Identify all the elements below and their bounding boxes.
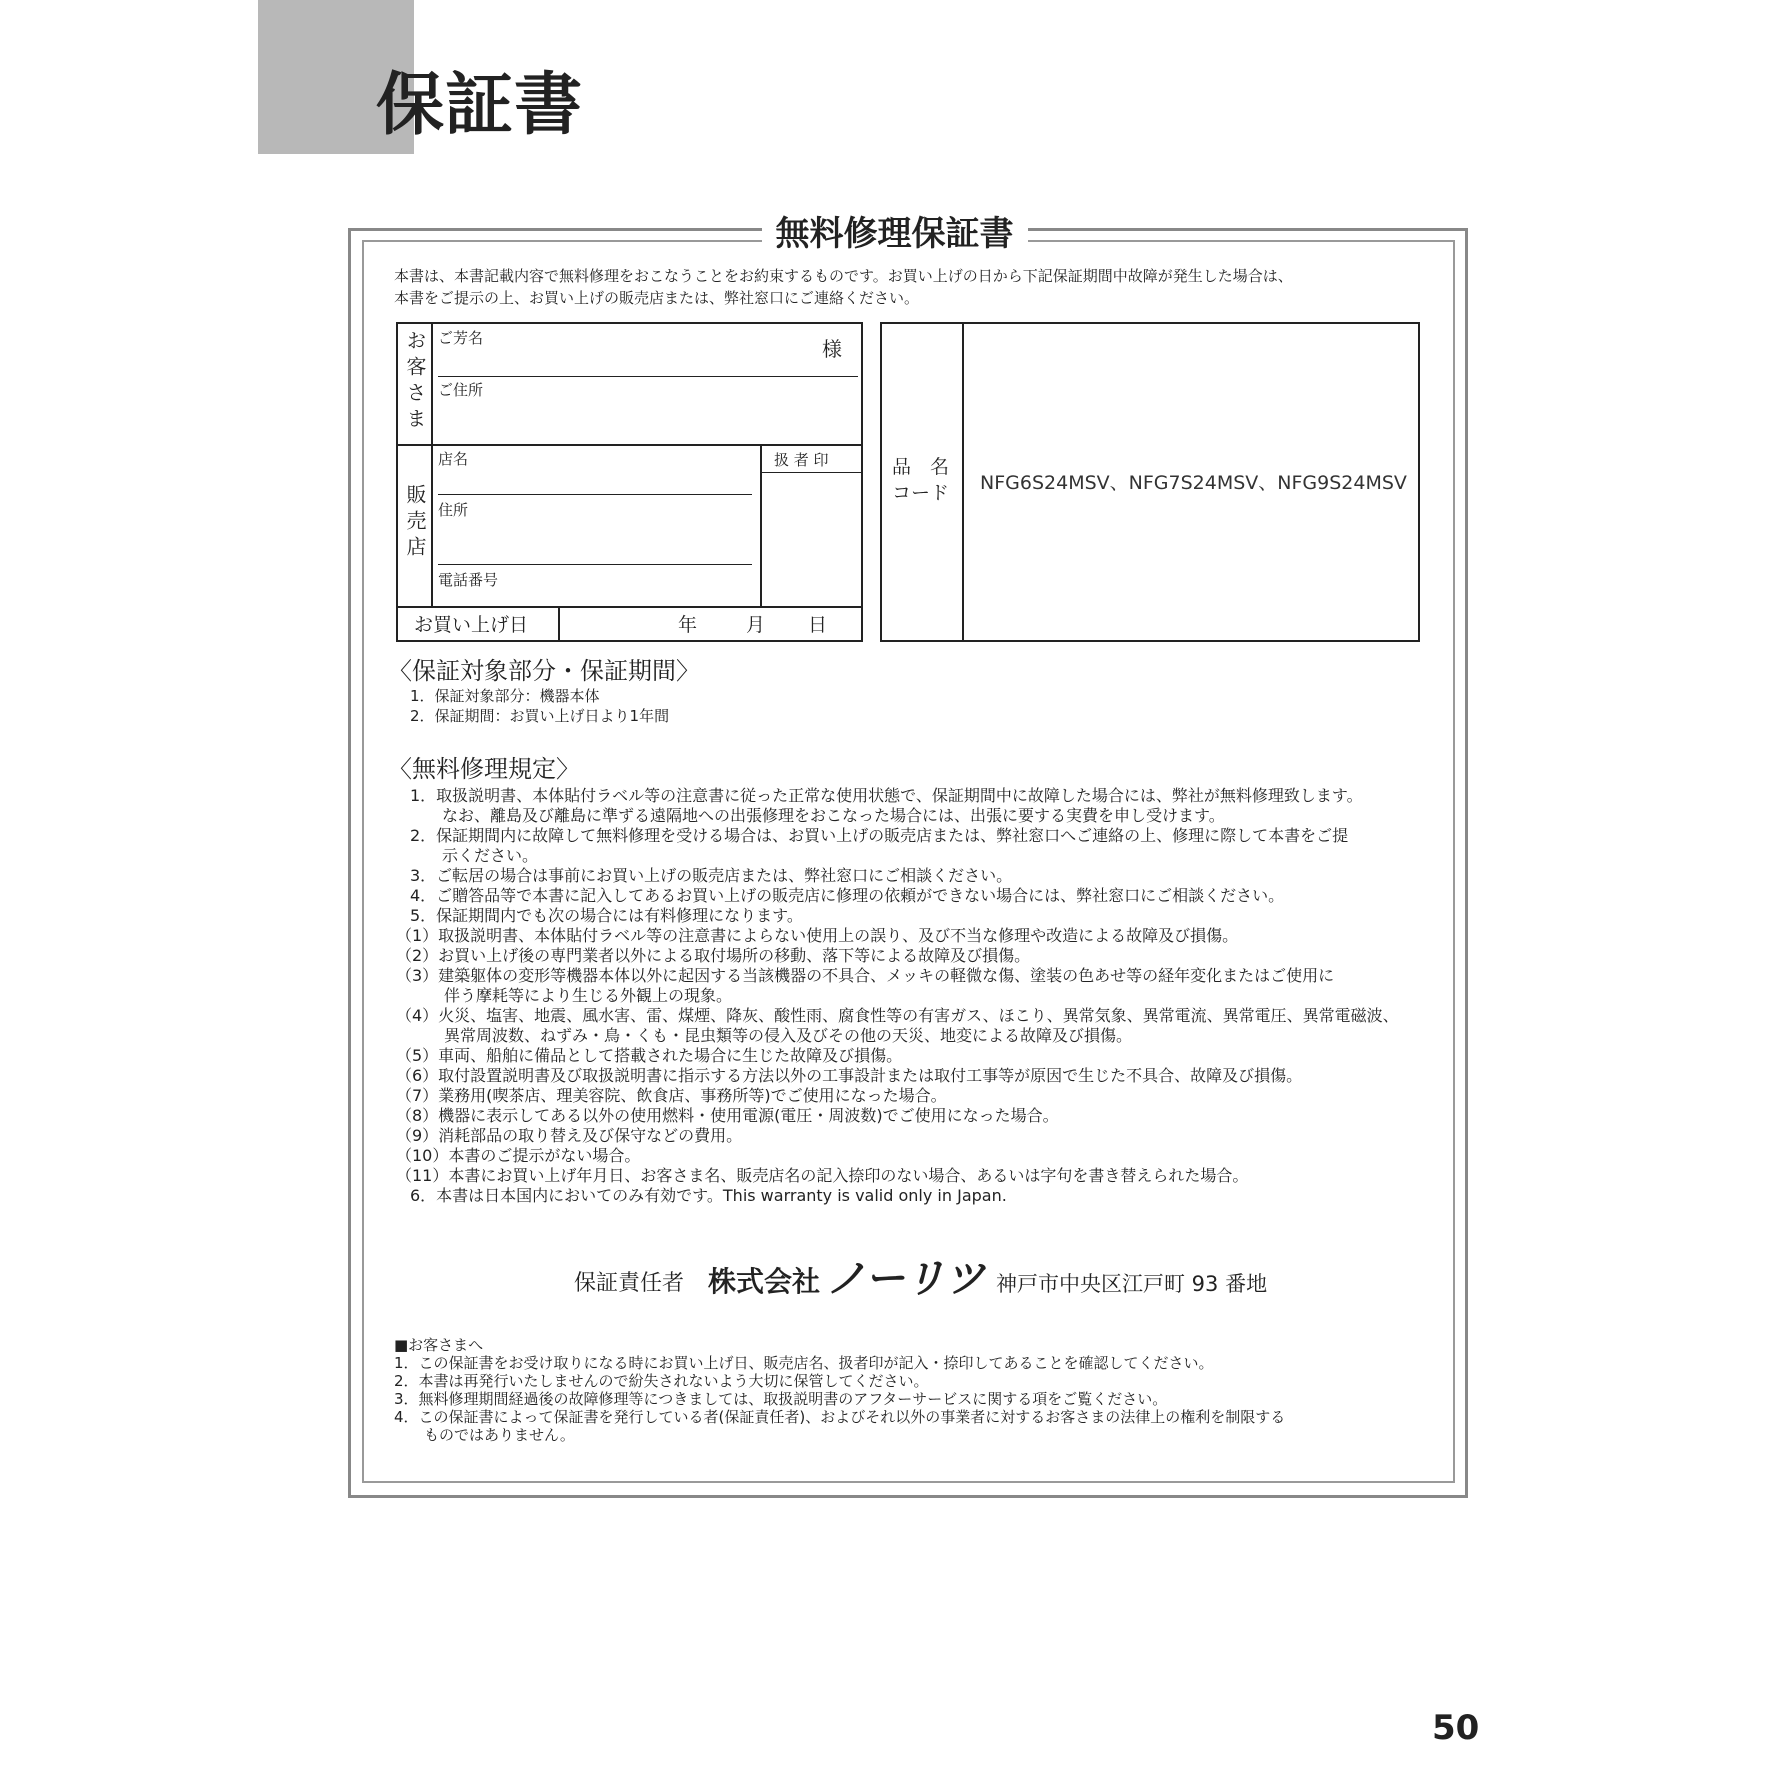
row-divider (398, 606, 861, 608)
rule-line: なお、離島及び離島に準ずる遠隔地への出張修理をおこなった場合には、出張に要する実費を申し受けます。 (410, 806, 1225, 825)
rule-line: 異常周波数、ねずみ・鳥・くも・昆虫類等の侵入及びその他の天災、地変による故障及び損傷。 (396, 1026, 1133, 1045)
address-label: ご住所 (438, 381, 484, 399)
rule-line: 1．取扱説明書、本体貼付ラベル等の注意書に従った正常な使用状態で、保証期間中に故障した場合には、弊社が無料修理致します。 (410, 786, 1363, 805)
certificate-title (0, 212, 1789, 256)
product-label: 品 名 (892, 456, 950, 478)
note-line: 2．本書は再発行いたしませんので紛失されないよう大切に保管してください。 (394, 1372, 929, 1390)
phone-label: 電話番号 (438, 571, 499, 589)
product-divider (962, 324, 964, 640)
coverage-item: 1．保証対象部分：機器本体 (410, 687, 600, 705)
handler-stamp-label: 扱 者 印 (774, 451, 829, 469)
coverage-heading: 〈保証対象部分・保証期間〉 (388, 657, 700, 685)
product-codes: NFG6S24MSV、NFG7S24MSV、NFG9S24MSV (980, 472, 1407, 494)
rule-line: （7）業務用(喫茶店、理美容院、飲食店、事務所等)でご使用になった場合。 (396, 1086, 947, 1105)
certificate-title-text: 無料修理保証書 (762, 214, 1028, 254)
code-label: コード (892, 482, 950, 504)
rule-line: （4）火災、塩害、地震、風水害、雷、煤煙、降灰、酸性雨、腐食性等の有害ガス、ほこり、異常気象、異常電流、異常電圧、異常電磁波、 (396, 1006, 1399, 1025)
handler-stamp-area[interactable] (762, 474, 860, 604)
stamp-header-line (760, 472, 861, 473)
store-address-line[interactable] (438, 564, 752, 565)
rule-line: （5）車両、船舶に備品として搭載された場合に生じた故障及び損傷。 (396, 1046, 903, 1065)
page-number: 50 (1432, 1708, 1480, 1748)
company-type: 株式会社 (708, 1265, 821, 1298)
guarantor-address: 神戸市中央区江戸町 93 番地 (996, 1272, 1268, 1296)
rule-line: （3）建築躯体の変形等機器本体以外に起因する当該機器の不具合、メッキの軽微な傷、塗装の色あせ等の経年変化またはご使用に (396, 966, 1335, 985)
rules-heading: 〈無料修理規定〉 (388, 755, 580, 783)
rule-line: 4．ご贈答品等で本書に記入してあるお買い上げの販売店に修理の依頼ができない場合には、弊社窓口にご相談ください。 (410, 886, 1285, 905)
rule-line: 5．保証期間内でも次の場合には有料修理になります。 (410, 906, 803, 925)
coverage-item: 2．保証期間：お買い上げ日より1年間 (410, 707, 670, 725)
note-line: 4．この保証書によって保証書を発行している者(保証責任者)、およびそれ以外の事業者に対するお客さまの法律上の権利を制限する (394, 1408, 1286, 1426)
note-line: 3．無料修理期間経過後の故障修理等につきましては、取扱説明書のアフターサービスに関する項をご覧ください。 (394, 1390, 1168, 1408)
rule-line: （10）本書のご提示がない場合。 (396, 1146, 641, 1165)
notes-heading: ■お客さまへ (394, 1336, 484, 1354)
rule-line: 6．本書は日本国内においてのみ有効です。This warranty is valid only in Japan. (410, 1186, 1007, 1205)
month-label: 月 (746, 614, 766, 636)
customer-store-form (396, 322, 863, 642)
store-name-line[interactable] (438, 494, 752, 495)
rule-line: 伴う摩耗等により生じる外観上の現象。 (396, 986, 733, 1005)
customer-notes (394, 1336, 1285, 1444)
store-label: 販売店 (403, 484, 427, 562)
rule-line: 2．保証期間内に故障して無料修理を受ける場合は、お買い上げの販売店または、弊社窓口へご連絡の上、修理に際して本書をご提 (410, 826, 1349, 845)
year-label: 年 (678, 614, 698, 636)
brand-name: ノーリツ (826, 1256, 985, 1302)
note-line: ものではありません。 (394, 1426, 575, 1444)
row-divider (398, 444, 861, 446)
rule-line: （1）取扱説明書、本体貼付ラベル等の注意書によらない使用上の誤り、及び不当な修理や改造による故障及び損傷。 (396, 926, 1239, 945)
rule-line: （11）本書にお買い上げ年月日、お客さま名、販売店名の記入捺印のない場合、あるいは字句を書き替えられた場合。 (396, 1166, 1249, 1185)
column-divider (431, 324, 433, 606)
date-divider (558, 608, 560, 642)
rule-line: （2）お買い上げ後の専門業者以外による取付場所の移動、落下等による故障及び損傷。 (396, 946, 1031, 965)
store-address-label: 住所 (438, 501, 469, 519)
product-box (880, 322, 1420, 642)
day-label: 日 (808, 614, 828, 636)
rule-line: 3．ご転居の場合は事前にお買い上げの販売店または、弊社窓口にご相談ください。 (410, 866, 1013, 885)
name-label: ご芳名 (438, 329, 484, 347)
rule-line: 示ください。 (410, 846, 539, 865)
name-field-line[interactable] (438, 376, 858, 377)
intro-line: 本書は、本書記載内容で無料修理をおこなうことをお約束するものです。お買い上げの日から下記保証期間中故障が発生した場合は、 (394, 267, 1293, 285)
honorific: 様 (822, 337, 842, 361)
page-title: 保証書 (376, 66, 584, 145)
rule-line: （9）消耗部品の取り替え及び保守などの費用。 (396, 1126, 743, 1145)
store-name-label: 店名 (438, 450, 469, 468)
rules-list (396, 786, 1399, 1206)
intro-line: 本書をご提示の上、お買い上げの販売店または、弊社窓口にご連絡ください。 (394, 289, 920, 307)
rule-line: （6）取付設置説明書及び取扱説明書に指示する方法以外の工事設計または取付工事等が原因で生じた不具合、故障及び損傷。 (396, 1066, 1303, 1085)
customer-label: お客さま (403, 330, 427, 434)
guarantor-label: 保証責任者 (574, 1271, 685, 1296)
rule-line: （8）機器に表示してある以外の使用燃料・使用電源(電圧・周波数)でご使用になった場合。 (396, 1106, 1059, 1125)
note-line: 1．この保証書をお受け取りになる時にお買い上げ日、販売店名、扱者印が記入・捺印してあることを確認してください。 (394, 1354, 1214, 1372)
purchase-date-label: お買い上げ日 (414, 614, 529, 636)
